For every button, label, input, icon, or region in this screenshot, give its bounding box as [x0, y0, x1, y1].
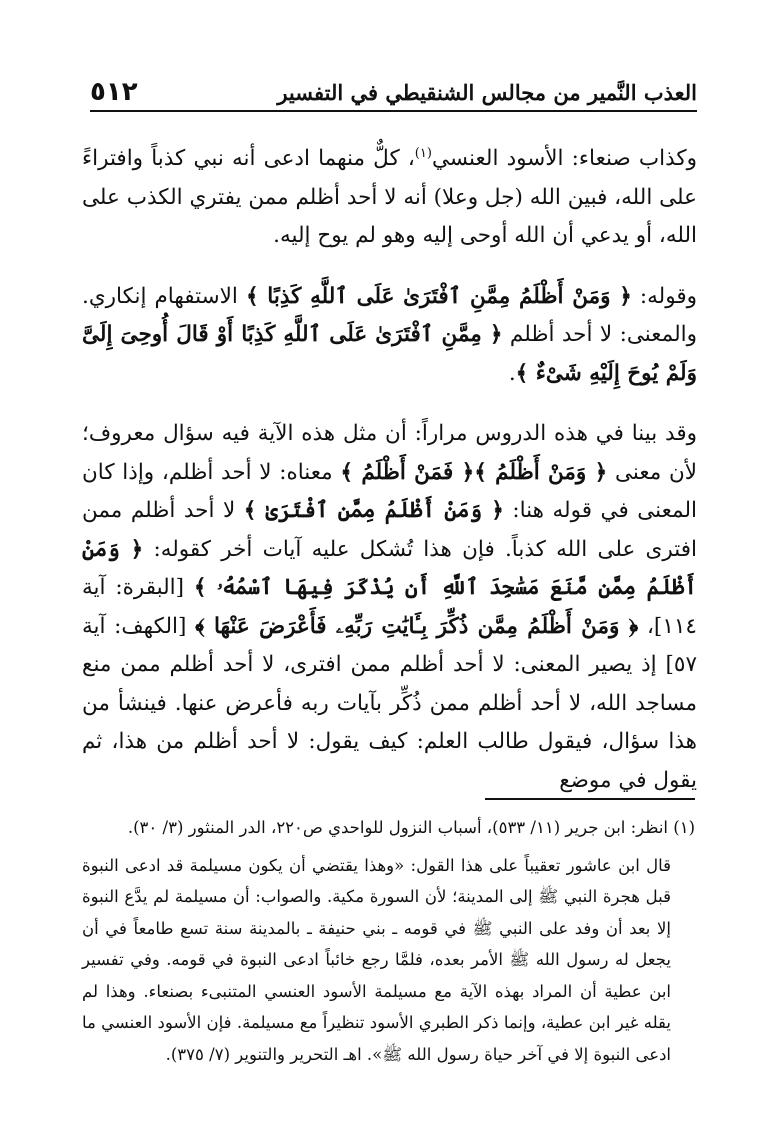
- quran-verse-6: ﴿ وَمَنْ أَظْلَمُ مِمَّن مَّنَعَ مَسَٰجِدَ ٱللَّهِ أَن يُذْكَرَ فِيهَا ٱسْمُهُۥ ﴾: [82, 536, 697, 600]
- quran-verse-1: ﴿ وَمَنْ أَظْلَمُ مِمَّنِ ٱفْتَرَىٰ عَلَى ٱللَّهِ كَذِبًا ﴾: [245, 283, 632, 309]
- paragraph-3-c: لا أحد أظلم ممن افترى على الله كذباً. فإن هذا تُشكل عليه آيات أخر كقوله:: [82, 498, 697, 562]
- quran-verse-7: ﴿ وَمَنْ أَظْلَمُ مِمَّن ذُكِّرَ بِـَٔايَٰتِ رَبِّهِۦ فَأَعْرَضَ عَنْهَا ﴾: [195, 613, 639, 639]
- paragraph-3-d: إذ يصير المعنى: لا أحد أظلم ممن افترى، لا أحد أظلم ممن منع مساجد الله، لا أحد أظلم ممن ذُكِّر بآيات ربه فأعرض عنها. فينشأ من هذا سؤال، فيقول طالب العلم: كيف يقول: لا أحد أظلم من هذا، ثم يقول في موضع: [82, 652, 697, 793]
- quran-verse-3: ﴿ وَمَنْ أَظْلَمُ ﴾: [474, 459, 608, 485]
- quran-verse-2: ﴿ مِمَّنِ ٱفْتَرَىٰ عَلَى ٱللَّهِ كَذِبًا أَوْ قَالَ أُوحِىَ إِلَىَّ وَلَمْ يُوحَ إِلَيْهِ شَىْءٌ ﴾: [82, 322, 697, 386]
- running-title: العذب النَّمير من مجالس الشنقيطي في التفسير: [277, 79, 697, 105]
- paragraph-3-a: وقد بينا في هذه الدروس مراراً: أن مثل هذه الآية فيه سؤال معروف؛ لأن معنى: [82, 421, 697, 485]
- page-header: [90, 74, 697, 112]
- paragraph-2: [82, 278, 697, 394]
- paragraph-2-mid: الاستفهام إنكاري. والمعنى: لا أحد أظلم: [82, 283, 697, 347]
- footnote-ref-1: (١): [414, 145, 432, 161]
- quran-verse-5: ﴿ وَمَنْ أَظْلَمُ مِمَّنِ ٱفْتَرَىٰ ﴾: [243, 498, 504, 523]
- paragraph-2-start: وقوله:: [631, 283, 697, 309]
- page-number: ٥١٢: [90, 77, 138, 107]
- footnote-1: (١) انظر: ابن جرير (١١/ ٥٣٣)، أسباب النزول للواحدي ص٢٢٠، الدر المنثور (٣/ ٣٠).: [127, 818, 695, 837]
- paragraph-3-b: معناه: لا أحد أظلم، وإذا كان المعنى في قوله هنا:: [82, 459, 697, 523]
- paragraph-3: [82, 415, 697, 800]
- citation-baqarah: [البقرة: آية ١١٤]،: [82, 575, 697, 639]
- footnote-1-commentary: قال ابن عاشور تعقيباً على هذا القول: «وهذا يقتضي أن يكون مسيلمة قد ادعى النبوة قبل هجرة النبي ﷺ إلى المدينة؛ لأن السورة مكية. والصواب: أن مسيلمة لم يدَّع النبوة إلا بعد أن وفد على النبي ﷺ في قومه ـ بني حنيفة ـ بالمدينة سنة تسع طامعاً في أن يجعل له رسول الله ﷺ الأمر بعده، فلمَّا رجع خائباً ادعى النبوة في قومه. وفي تفسير ابن عطية أن المراد بهذه الآية مع مسيلمة الأسود العنسي المتنبىء بصنعاء. وهذا لم يقله غير ابن عطية، وإنما ذكر الطبري الأسود تنظيراً مع مسيلمة. فإن الأسود العنسي ما ادعى النبوة إلا في آخر حياة رسول الله ﷺ». اهـ التحرير والتنوير (٧/ ٣٧٥).: [82, 855, 671, 1064]
- paragraph-1-rest: ، كلٌّ منهما ادعى أنه نبي كذباً وافتراءً على الله، فبين الله (جل وعلا) أنه لا أحد أظلم ممن يفتري الكذب على الله، أو يدعي أن الله أوحى إليه وهو لم يوح إليه.: [82, 146, 697, 248]
- paragraph-1-text: وكذاب صنعاء: الأسود العنسي: [431, 146, 697, 171]
- footnotes: [82, 812, 695, 1076]
- paragraph-2-end: .: [508, 360, 516, 386]
- paragraph-1: [82, 140, 697, 256]
- main-text: [82, 140, 697, 814]
- citation-kahf: [الكهف: آية ٥٧]: [82, 613, 697, 677]
- quran-verse-4: ﴿ فَمَنْ أَظْلَمُ ﴾: [340, 459, 475, 485]
- footnote-divider: [485, 798, 695, 800]
